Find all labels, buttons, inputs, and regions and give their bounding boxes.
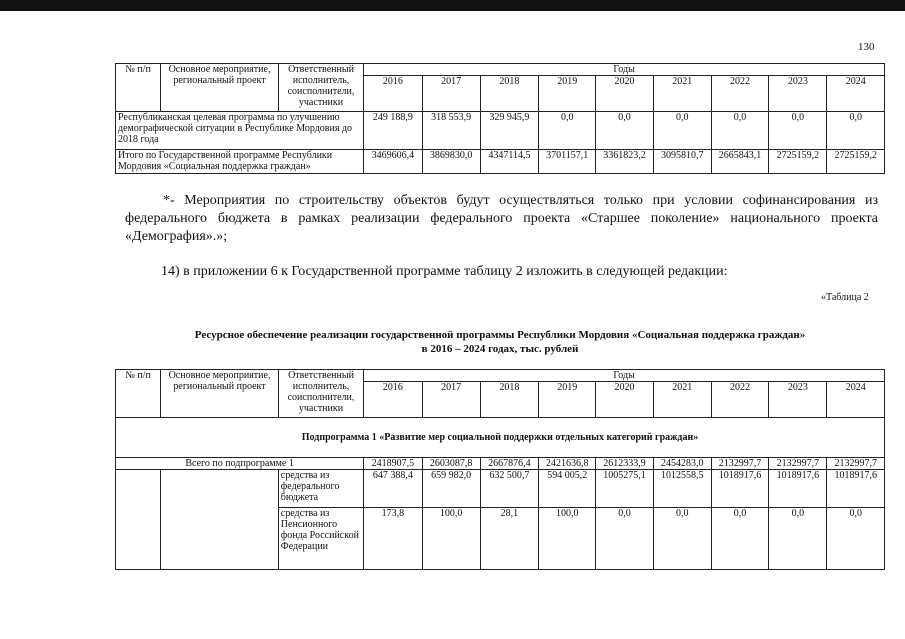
- table-label: «Таблица 2: [821, 292, 869, 303]
- cell-value: 3095810,7: [653, 150, 711, 174]
- header-num: № п/п: [116, 370, 161, 418]
- row-label: Республиканская целевая программа по улучшению демографической ситуации в Республике Мордовия до 2018 года: [116, 112, 364, 150]
- year-header: 2020: [596, 76, 653, 112]
- cell-value: 2725159,2: [769, 150, 827, 174]
- heading-line: в 2016 – 2024 годах, тыс. рублей: [421, 343, 579, 355]
- cell-value: 659 982,0: [422, 470, 480, 508]
- header-num: № п/п: [116, 64, 161, 112]
- year-header: 2023: [769, 76, 827, 112]
- cell-value: 0,0: [596, 508, 653, 570]
- year-header: 2024: [827, 382, 885, 418]
- cell-value: 3361823,2: [596, 150, 653, 174]
- total-label: Всего по подпрограмме 1: [116, 458, 364, 470]
- cell-value: 0,0: [653, 508, 711, 570]
- cell-value: 2454283,0: [653, 458, 711, 470]
- year-header: 2019: [539, 382, 596, 418]
- cell-value: 0,0: [596, 112, 653, 150]
- cell-value: 173,8: [364, 508, 422, 570]
- cell-value: 1018917,6: [827, 470, 885, 508]
- cell-value: 2612333,9: [596, 458, 653, 470]
- cell-value: 0,0: [769, 508, 827, 570]
- year-header: 2022: [711, 382, 768, 418]
- cell-value: 3701157,1: [539, 150, 596, 174]
- cell-value: 1018917,6: [769, 470, 827, 508]
- scan-top-border: [0, 0, 905, 11]
- cell-value: 3869830,0: [422, 150, 480, 174]
- cell-value: 2667876,4: [480, 458, 538, 470]
- cell-value: 100,0: [422, 508, 480, 570]
- cell-value: 0,0: [827, 508, 885, 570]
- year-header: 2019: [539, 76, 596, 112]
- cell-value: 2421636,8: [539, 458, 596, 470]
- cell-value: 2725159,2: [827, 150, 885, 174]
- year-header: 2016: [364, 76, 422, 112]
- year-header: 2021: [653, 76, 711, 112]
- header-years: Годы: [364, 64, 885, 76]
- year-header: 2020: [596, 382, 653, 418]
- heading-line: Ресурсное обеспечение реализации государственной программы Республики Мордовия «Социальная поддержка граждан»: [194, 329, 806, 341]
- amendment-paragraph: 14) в приложении 6 к Государственной программе таблицу 2 изложить в следующей редакции:: [161, 264, 728, 279]
- year-header: 2018: [480, 76, 538, 112]
- page-number: 130: [858, 41, 875, 53]
- cell-value: 3469606,4: [364, 150, 422, 174]
- cell-value: 28,1: [480, 508, 538, 570]
- cell-value: 318 553,9: [422, 112, 480, 150]
- year-header: 2017: [422, 382, 480, 418]
- cell-value: 2418907,5: [364, 458, 422, 470]
- header-responsible: Ответственный исполнитель, соисполнители, участники: [278, 64, 363, 112]
- header-event: Основное мероприятие, региональный проект: [161, 64, 279, 112]
- program-totals-table: [115, 63, 885, 174]
- table-heading: [115, 328, 885, 356]
- empty-cell: [116, 470, 161, 570]
- cell-value: 647 388,4: [364, 470, 422, 508]
- year-header: 2023: [769, 382, 827, 418]
- cell-value: 0,0: [539, 112, 596, 150]
- header-event: Основное мероприятие, региональный проект: [161, 370, 279, 418]
- cell-value: 594 005,2: [539, 470, 596, 508]
- row-label: средства из Пенсионного фонда Российской Федерации: [278, 508, 363, 570]
- cell-value: 329 945,9: [480, 112, 538, 150]
- cell-value: 1012558,5: [653, 470, 711, 508]
- year-header: 2017: [422, 76, 480, 112]
- footnote: *- Мероприятия по строительству объектов будут осуществляться только при условии софинансирования из федерального бюджета в рамках реализации федерального проекта «Старшее поколение» национального проекта «Демография».»;: [125, 193, 878, 244]
- year-header: 2022: [711, 76, 768, 112]
- cell-value: 100,0: [539, 508, 596, 570]
- cell-value: 0,0: [769, 112, 827, 150]
- table-row: [116, 112, 885, 150]
- header-years: Годы: [364, 370, 885, 382]
- year-header: 2018: [480, 382, 538, 418]
- header-responsible: Ответственный исполнитель, соисполнители, участники: [278, 370, 363, 418]
- cell-value: 0,0: [827, 112, 885, 150]
- cell-value: 4347114,5: [480, 150, 538, 174]
- year-header: 2024: [827, 76, 885, 112]
- cell-value: 1018917,6: [711, 470, 768, 508]
- year-header: 2021: [653, 382, 711, 418]
- table-row: [116, 458, 885, 470]
- cell-value: 249 188,9: [364, 112, 422, 150]
- cell-value: 0,0: [711, 508, 768, 570]
- cell-value: 2132997,7: [769, 458, 827, 470]
- table-row: [116, 470, 885, 508]
- table-row: [116, 150, 885, 174]
- cell-value: 2665843,1: [711, 150, 768, 174]
- cell-value: 2603087,8: [422, 458, 480, 470]
- subprogram-title: Подпрограмма 1 «Развитие мер социальной поддержки отдельных категорий граждан»: [116, 418, 885, 458]
- cell-value: 0,0: [653, 112, 711, 150]
- cell-value: 1005275,1: [596, 470, 653, 508]
- cell-value: 2132997,7: [827, 458, 885, 470]
- cell-value: 2132997,7: [711, 458, 768, 470]
- year-header: 2016: [364, 382, 422, 418]
- cell-value: 0,0: [711, 112, 768, 150]
- empty-cell: [161, 470, 279, 570]
- resource-table: [115, 369, 885, 570]
- row-label: Итого по Государственной программе Республики Мордовия «Социальная поддержка граждан»: [116, 150, 364, 174]
- cell-value: 632 500,7: [480, 470, 538, 508]
- row-label: средства из федерального бюджета: [278, 470, 363, 508]
